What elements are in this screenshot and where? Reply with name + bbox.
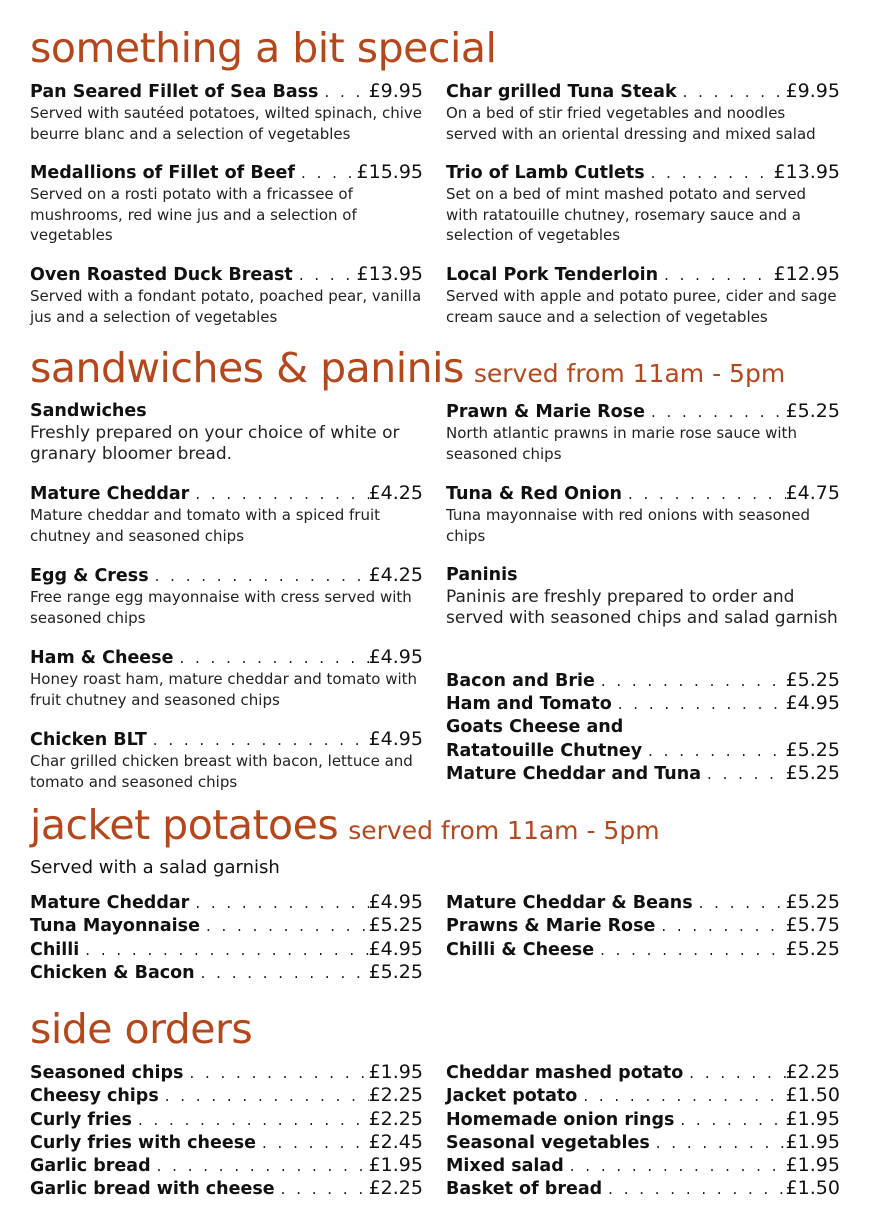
item-name: Prawn & Marie Rose xyxy=(446,402,645,422)
list-item: Ratatouille Chutney . . . £5.25 xyxy=(446,739,840,762)
jacket-subtitle: served from 11am - 5pm xyxy=(348,816,660,845)
item-price: £15.95 xyxy=(356,161,423,183)
item-name: Medallions of Fillet of Beef xyxy=(30,163,296,183)
item-name: Egg & Cress xyxy=(30,566,149,586)
list-item: Chilli & Cheese . . . £5.25 xyxy=(446,938,840,961)
jacket-list-right xyxy=(446,891,840,961)
item-name: Mature Cheddar xyxy=(30,484,190,504)
sides-list-left xyxy=(30,1061,423,1201)
item-description: Served on a rosti potato with a fricassee of mushrooms, red wine jus and a selection of vegetables xyxy=(30,185,357,244)
item-name: Char grilled Tuna Steak xyxy=(446,82,677,102)
sandwich-item xyxy=(30,564,423,628)
special-item xyxy=(446,80,840,144)
list-item: Mature Cheddar and Tuna . . . £5.25 xyxy=(446,762,840,785)
sandwiches-title: sandwiches & paninis xyxy=(30,344,464,392)
item-price: £4.25 xyxy=(368,482,423,504)
sides-list-right xyxy=(446,1061,840,1201)
sandwich-item xyxy=(30,728,423,792)
item-description: On a bed of stir fried vegetables and noodles served with an oriental dressing and mixed salad xyxy=(446,104,816,143)
list-item: Mature Cheddar & Beans . . . £5.25 xyxy=(446,891,840,914)
list-item-line1: Goats Cheese and xyxy=(446,716,624,737)
sides-title: side orders xyxy=(30,1005,253,1053)
special-item xyxy=(446,161,840,246)
jacket-intro: Served with a salad garnish xyxy=(30,857,280,878)
sandwiches-heading: Sandwiches xyxy=(30,401,147,421)
item-price: £13.95 xyxy=(773,161,840,183)
item-price: £4.95 xyxy=(368,646,423,668)
item-price: £4.75 xyxy=(785,482,840,504)
list-item: Basket of bread . . . £1.50 xyxy=(446,1177,840,1200)
list-item: Mixed salad . . . £1.95 xyxy=(446,1154,840,1177)
item-name: Trio of Lamb Cutlets xyxy=(446,163,645,183)
paninis-intro-text: Paninis are freshly prepared to order and served with seasoned chips and salad garnish xyxy=(446,587,838,628)
item-description: Free range egg mayonnaise with cress served with seasoned chips xyxy=(30,588,412,627)
item-price: £5.25 xyxy=(785,400,840,422)
sandwiches-intro-text: Freshly prepared on your choice of white or granary bloomer bread. xyxy=(30,423,400,464)
section-title-sides xyxy=(30,1005,253,1053)
section-title-special xyxy=(30,24,497,72)
list-item: Ham and Tomato . . . £4.95 xyxy=(446,692,840,715)
list-item: Homemade onion rings . . . £1.95 xyxy=(446,1108,840,1131)
list-item: Chilli . . . £4.95 xyxy=(30,938,423,961)
section-title-sandwiches xyxy=(30,344,786,392)
special-title: something a bit special xyxy=(30,24,497,72)
list-item: Jacket potato . . . £1.50 xyxy=(446,1084,840,1107)
item-price: £4.25 xyxy=(368,564,423,586)
item-name: Oven Roasted Duck Breast xyxy=(30,265,293,285)
item-name: Chicken BLT xyxy=(30,730,147,750)
item-price: £4.95 xyxy=(368,728,423,750)
list-item: Seasoned chips . . . £1.95 xyxy=(30,1061,423,1084)
sandwiches-intro xyxy=(30,400,423,464)
sandwich-item xyxy=(30,482,423,546)
sandwich-item xyxy=(30,646,423,710)
list-item: Seasonal vegetables . . . £1.95 xyxy=(446,1131,840,1154)
item-description: Honey roast ham, mature cheddar and tomato with fruit chutney and seasoned chips xyxy=(30,670,418,709)
special-item xyxy=(30,263,423,327)
list-item: Tuna Mayonnaise . . . £5.25 xyxy=(30,914,423,937)
special-item xyxy=(30,161,423,246)
paninis-intro xyxy=(446,564,840,628)
paninis-heading: Paninis xyxy=(446,565,518,585)
item-description: Char grilled chicken breast with bacon, lettuce and tomato and seasoned chips xyxy=(30,752,413,791)
list-item: Cheddar mashed potato . . . £2.25 xyxy=(446,1061,840,1084)
paninis-list xyxy=(446,669,840,785)
list-item: Cheesy chips . . . £2.25 xyxy=(30,1084,423,1107)
list-item: Chicken & Bacon . . . £5.25 xyxy=(30,961,423,984)
list-item: Prawns & Marie Rose . . . £5.75 xyxy=(446,914,840,937)
sandwich-item xyxy=(446,482,840,546)
item-name: Pan Seared Fillet of Sea Bass xyxy=(30,82,319,102)
list-item: Bacon and Brie . . . £5.25 xyxy=(446,669,840,692)
item-name: Ham & Cheese xyxy=(30,648,174,668)
item-description: Served with apple and potato puree, cider and sage cream sauce and a selection of vegetables xyxy=(446,287,837,326)
item-price: £13.95 xyxy=(356,263,423,285)
item-name: Local Pork Tenderloin xyxy=(446,265,659,285)
item-price: £12.95 xyxy=(773,263,840,285)
sandwiches-subtitle: served from 11am - 5pm xyxy=(473,359,786,388)
list-item: Curly fries . . . £2.25 xyxy=(30,1108,423,1131)
item-description: Served with sautéed potatoes, wilted spinach, chive beurre blanc and a selection of vegetables xyxy=(30,104,422,143)
item-description: Set on a bed of mint mashed potato and served with ratatouille chutney, rosemary sauce and a selection of vegetables xyxy=(446,185,807,244)
list-item: Garlic bread . . . £1.95 xyxy=(30,1154,423,1177)
list-item: Mature Cheddar . . . £4.95 xyxy=(30,891,423,914)
item-description: Served with a fondant potato, poached pear, vanilla jus and a selection of vegetables xyxy=(30,287,422,326)
jacket-title: jacket potatoes xyxy=(30,801,339,849)
special-item xyxy=(30,80,423,144)
list-item: Garlic bread with cheese . . . £2.25 xyxy=(30,1177,423,1200)
item-description: Mature cheddar and tomato with a spiced fruit chutney and seasoned chips xyxy=(30,506,381,545)
sandwich-item xyxy=(446,400,840,464)
list-item: Curly fries with cheese . . . £2.45 xyxy=(30,1131,423,1154)
item-price: £9.95 xyxy=(368,80,423,102)
item-description: North atlantic prawns in marie rose sauce with seasoned chips xyxy=(446,424,797,463)
item-price: £9.95 xyxy=(785,80,840,102)
jacket-list-left xyxy=(30,891,423,984)
item-description: Tuna mayonnaise with red onions with seasoned chips xyxy=(446,506,811,545)
section-title-jacket xyxy=(30,801,660,849)
special-item xyxy=(446,263,840,327)
item-name: Tuna & Red Onion xyxy=(446,484,622,504)
